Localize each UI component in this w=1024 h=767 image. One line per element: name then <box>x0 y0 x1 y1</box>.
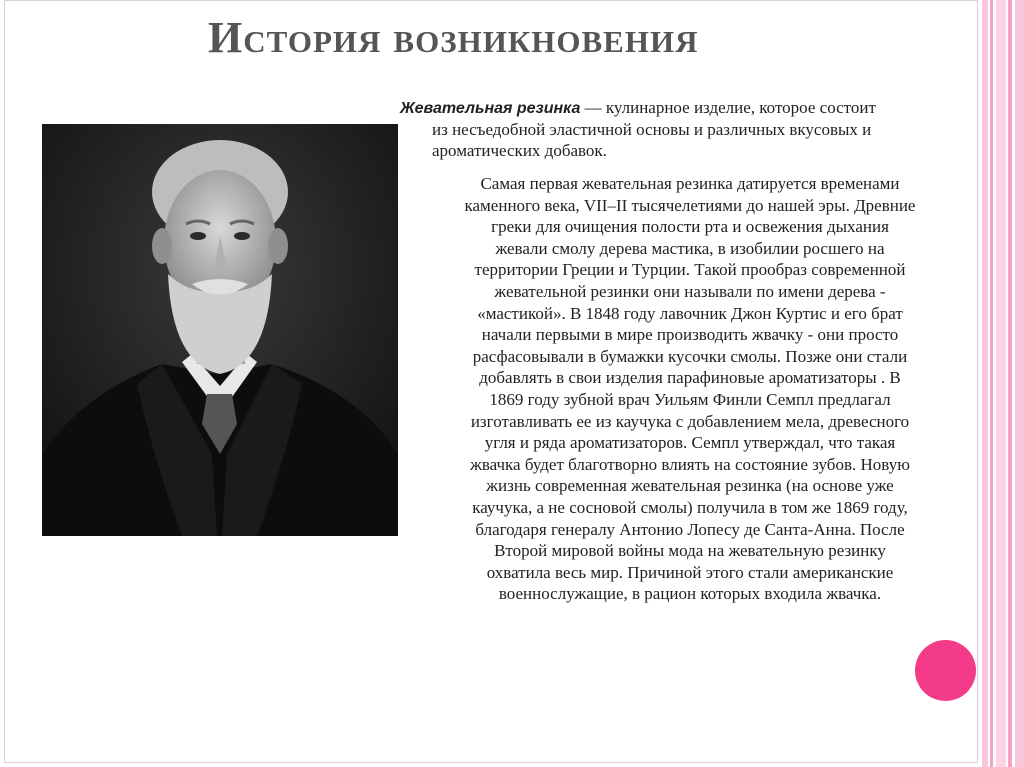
slide-title: История возникновения <box>208 13 699 62</box>
pink-circle-icon <box>915 640 976 701</box>
history-line: Второй мировой войны мода на жевательную резинку <box>494 541 886 561</box>
history-line: благодаря генералу Антонио Лопесу де Санта-Анна. После <box>475 519 905 539</box>
history-line: расфасовывали в бумажки кусочки смолы. Позже они стали <box>472 346 908 366</box>
portrait-photo <box>42 124 398 536</box>
history-line: Самая первая жевательная резинка датируется временами <box>480 174 900 193</box>
history-line: каменного века, VII–II тысячелетиями до нашей эры. Древние <box>464 195 916 215</box>
history-line: изготавливать ее из каучука с добавлением мела, древесного <box>470 411 910 431</box>
decor-stripe-4 <box>1008 0 1012 767</box>
history-line: добавлять в свои изделия парафиновые ароматизаторы . В <box>479 368 901 388</box>
history-line: военнослужащие, в рацион которых входила жвачка. <box>498 584 882 604</box>
decor-stripe-5 <box>1015 0 1024 767</box>
portrait-illustration <box>42 124 398 536</box>
history-line: жизнь современная жевательная резинка (на основе уже <box>486 476 894 496</box>
decor-stripe-1 <box>982 0 988 767</box>
decor-stripe-3 <box>996 0 1006 767</box>
history-line: греки для очищения полости рта и освежения дыхания <box>491 217 889 237</box>
definition-paragraph <box>400 97 960 161</box>
decor-stripe-2 <box>990 0 993 767</box>
history-line: территории Греции и Турции. Такой прообраз современной <box>474 260 906 280</box>
definition-term: Жевательная резинка <box>400 100 581 117</box>
history-line: 1869 году зубной врач Уильям Финли Семпл предлагал <box>489 389 891 409</box>
definition-line-2: из несъедобной эластичной основы и различных вкусовых и <box>432 120 872 139</box>
definition-line-1 <box>400 97 960 119</box>
history-line: каучука, а не сосновой смолы) получила в том же 1869 году, <box>472 497 908 517</box>
history-line: начали первыми в мире производить жвачку - они просто <box>481 325 899 345</box>
history-line: «мастикой». В 1848 году лавочник Джон Куртис и его брат <box>477 303 903 323</box>
history-line: жвачка будет благотворно влиять на состояние зубов. Новую <box>470 454 910 474</box>
history-paragraph <box>420 173 960 605</box>
history-line: угля и ряда ароматизаторов. Семпл утверждал, что такая <box>484 433 896 453</box>
definition-text: — кулинарное изделие, которое состоит <box>580 98 876 117</box>
history-line: охватила весь мир. Причиной этого стали американские <box>486 562 894 582</box>
definition-line-3: ароматических добавок. <box>432 141 607 160</box>
history-line: жевательной резинки они называли по имени дерева - <box>494 281 886 301</box>
history-line: жевали смолу дерева мастика, в изобилии росшего на <box>495 238 885 258</box>
